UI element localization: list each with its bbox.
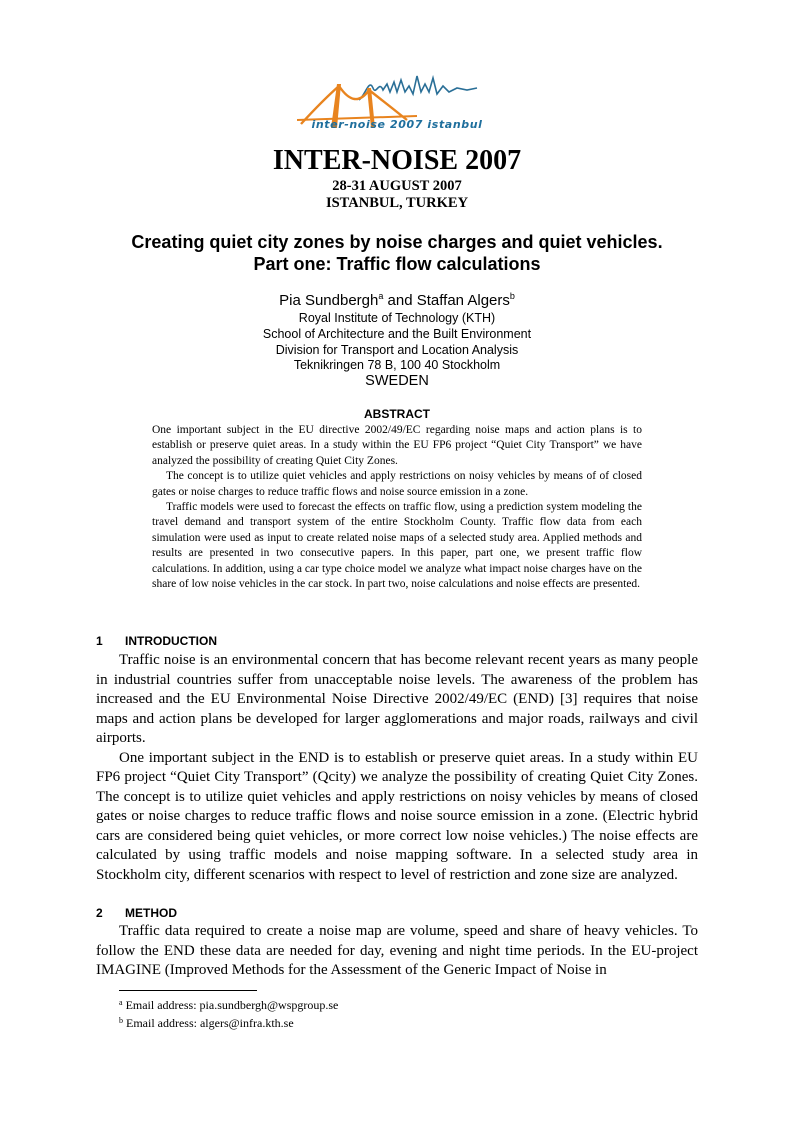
author-2-footnote-mark: b	[509, 291, 515, 301]
abstract-heading: ABSTRACT	[364, 407, 430, 421]
footnote-a	[119, 995, 338, 1013]
section-heading-method	[96, 906, 177, 920]
abstract-paragraph: The concept is to utilize quiet vehicles and apply restrictions on noisy vehicles by means of of closed gates or noise charges to reduce traffic flows and noise source emission in a zone.	[152, 470, 642, 498]
paper-title-line-1: Creating quiet city zones by noise charges and quiet vehicles.	[131, 232, 663, 252]
affiliation-line: Teknikringen 78 B, 100 40 Stockholm	[293, 358, 501, 372]
section-title: METHOD	[125, 906, 177, 920]
footnote-mark: b	[119, 1016, 123, 1025]
section-number: 2	[96, 906, 103, 920]
body-paragraph: Traffic noise is an environmental concern that has become relevant recent years as many people in industrial countries suffer from unacceptable noise levels. The awareness of the problem has increased and the EU Environmental Noise Directive 2002/49/EC (END) [3] requires that noise maps and action plans be developed for larger agglomerations and major roads, railways and civil airports.	[96, 652, 698, 746]
footnote-divider	[119, 990, 257, 991]
author-2: Staffan Algers	[416, 292, 510, 309]
section-number: 1	[96, 634, 103, 648]
affiliation-line: School of Architecture and the Built Environment	[262, 327, 532, 341]
conference-title: INTER-NOISE 2007	[272, 145, 522, 176]
author-separator: and	[383, 292, 417, 309]
body-paragraph: Traffic data required to create a noise map are volume, speed and share of heavy vehicles. To follow the END these data are needed for day, evening and night time periods. In the EU-project IMAGINE (Improved Methods for the Assessment of the Generic Impact of Noise in	[96, 923, 698, 978]
footnote-text: Email address: pia.sundbergh@wspgroup.se	[125, 998, 339, 1012]
footnote-b	[119, 1013, 338, 1031]
section-title: INTRODUCTION	[125, 634, 217, 648]
author-1: Pia Sundbergh	[279, 292, 379, 309]
conference-location: ISTANBUL, TURKEY	[325, 195, 469, 211]
body-paragraph: One important subject in the END is to establish or preserve quiet areas. In a study within EU FP6 project “Quiet City Transport” (Qcity) we analyze the possibility of creating Quiet City Zones. The concept is to utilize quiet vehicles and apply restrictions on noisy vehicles by means of closed gates or noise charges to reduce traffic flows and noise source emission in a zone. (Electric hybrid cars are considered being quiet vehicles, or more correct low noise vehicles.) The noise effects are calculated by using traffic models and noise mapping software. In a selected study area in Stockholm city, different scenarios with respect to level of restriction and zone size are analyzed.	[96, 749, 698, 883]
affiliation-line: Division for Transport and Location Analysis	[275, 343, 519, 357]
affiliation-line: Royal Institute of Technology (KTH)	[298, 311, 496, 325]
abstract-paragraph: One important subject in the EU directive 2002/49/EC regarding noise maps and action plans is to establish or preserve quiet areas. In a study within the EU FP6 project “Quiet City Transport” we have analyzed the possibility of creating Quiet City Zones.	[152, 424, 642, 467]
abstract-paragraph: Traffic models were used to forecast the effects on traffic flow, using a prediction system modeling the travel demand and transport system of the entire Stockholm County. Traffic flow data from each simulation were used as input to create related noise maps of a selected study area. Applied methods and results are presented in two consecutive papers. In this paper, part one, we present traffic flow calculations. In addition, using a car type choice model we analyze what impact noise charges have on the share of low noise vehicles in the car stock. In part two, noise calculations and noise effects are presented.	[152, 501, 642, 591]
introduction-body	[96, 651, 698, 885]
author-1-footnote-mark: a	[378, 291, 384, 301]
method-body	[96, 922, 698, 981]
section-heading-introduction	[96, 634, 217, 648]
authors	[0, 291, 794, 309]
footnotes	[119, 995, 338, 1031]
abstract-body	[152, 423, 642, 592]
paper-title-line-2: Part one: Traffic flow calculations	[253, 254, 541, 274]
conference-dates: 28-31 AUGUST 2007	[332, 178, 462, 194]
footnote-text: Email address: algers@infra.kth.se	[126, 1016, 294, 1030]
footnote-mark: a	[119, 998, 123, 1007]
paper-title	[60, 231, 734, 275]
affiliation-country: SWEDEN	[365, 373, 429, 389]
logo-caption: inter-noise 2007 istanbul	[311, 118, 483, 131]
